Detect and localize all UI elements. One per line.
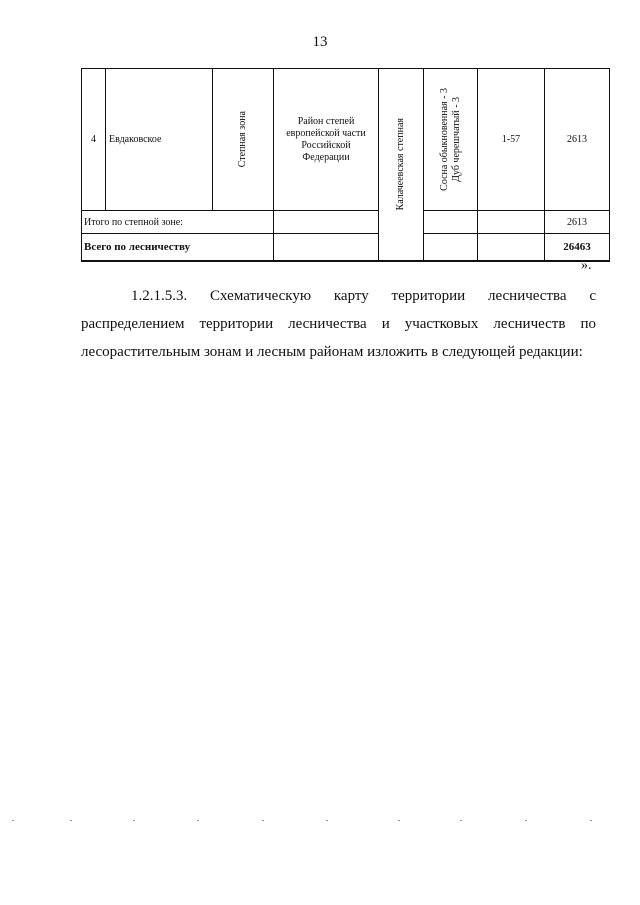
zone-text: Степная зона [237, 111, 248, 168]
empty-cell [424, 234, 478, 262]
empty-cell [478, 211, 545, 234]
row-number: 4 [82, 69, 106, 211]
page-number: 13 [312, 34, 328, 50]
subtotal-area: 2613 [545, 211, 610, 234]
scan-noise [0, 814, 640, 826]
body-paragraph: 1.2.1.5.3. Схематическую карту территории лесничества с распределением территории лесничества и участковых лесничеств по лесорастительным зонам и лесным районам изложить в следующей редакции: [81, 288, 596, 360]
empty-cell [478, 234, 545, 262]
species-2: Дуб черешчатый - 3 [450, 97, 462, 182]
area: 2613 [545, 69, 610, 211]
total-area: 26463 [545, 234, 610, 262]
forestry-name: Евдаковское [106, 69, 213, 211]
forest-region: Район степей европейской части Российской Федерации [274, 69, 379, 211]
forest-area-table [81, 68, 610, 262]
quarters: 1-57 [478, 69, 545, 211]
table-row [82, 69, 610, 211]
empty-cell [424, 211, 478, 234]
species-text [439, 88, 463, 191]
species-1: Сосна обыкновенная - 3 [438, 88, 450, 191]
subtotal-row [82, 211, 610, 234]
district-cell [379, 69, 424, 262]
empty-cell [274, 211, 379, 234]
closing-quote: ». [581, 258, 592, 273]
species-cell [424, 69, 478, 211]
forest-table-container [81, 68, 610, 262]
subtotal-label: Итого по степной зоне: [82, 211, 274, 234]
total-label: Всего по лесничеству [82, 234, 274, 262]
total-row [82, 234, 610, 262]
district-text: Калачеевская степная [395, 118, 406, 211]
empty-cell [274, 234, 379, 262]
zone-cell [213, 69, 274, 211]
